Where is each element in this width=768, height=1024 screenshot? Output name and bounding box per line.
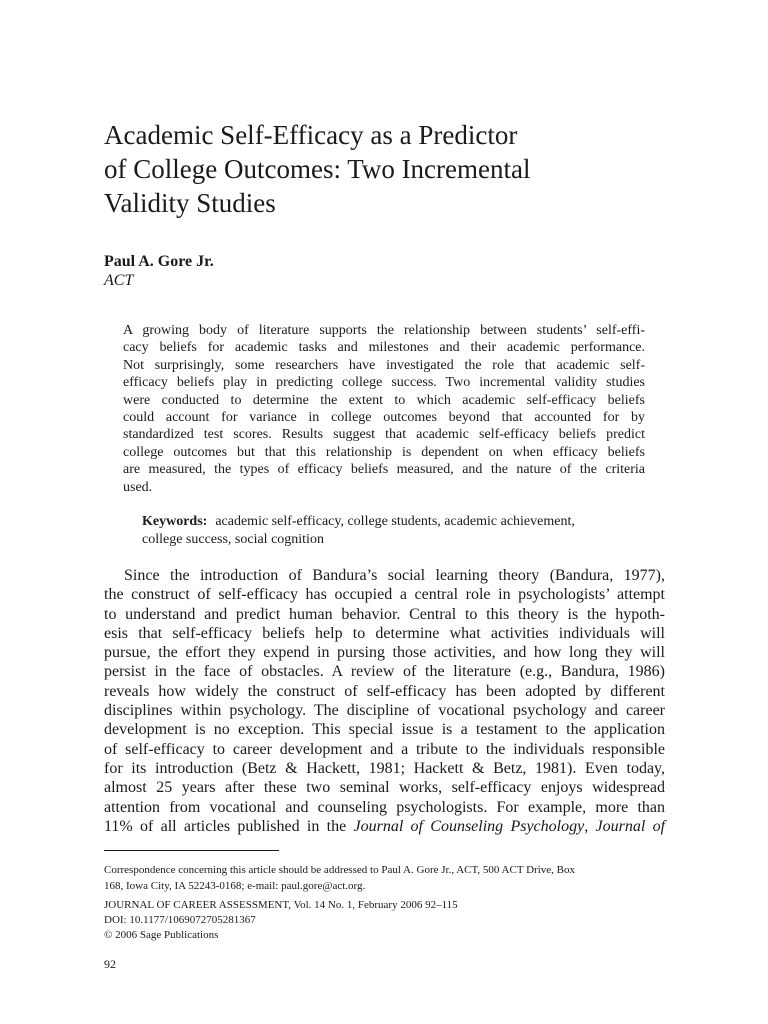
- title-line: Academic Self-Efficacy as a Predictor: [104, 120, 518, 150]
- body-line: persist in the face of obstacles. A review of the literature (e.g., Bandura, 1986): [104, 663, 665, 681]
- journal-copyright: © 2006 Sage Publications: [104, 929, 219, 941]
- body-line: the construct of self-efficacy has occupied a central role in psychologists’ attempt: [104, 586, 665, 604]
- body-line: disciplines within psychology. The discipline of vocational psychology and career: [104, 702, 665, 720]
- title-line: Validity Studies: [104, 188, 276, 218]
- journal-doi: DOI: 10.1177/1069072705281367: [104, 914, 256, 926]
- journal-name-italic: Journal of Counseling Psychology: [353, 817, 585, 835]
- abstract-line: efficacy beliefs play in predicting college success. Two incremental validity studies: [123, 375, 645, 391]
- author-name: Paul A. Gore Jr.: [104, 253, 214, 270]
- abstract-line: cacy beliefs for academic tasks and milestones and their academic performance.: [123, 340, 645, 356]
- abstract-line: were conducted to determine the extent to which academic self-efficacy beliefs: [123, 392, 645, 408]
- body-line: attention from vocational and counseling psychologists. For example, more than: [104, 798, 665, 816]
- author-affiliation: ACT: [104, 272, 134, 289]
- journal-info: [104, 898, 664, 943]
- body-line: for its introduction (Betz & Hackett, 1981; Hackett & Betz, 1981). Even today,: [104, 759, 665, 777]
- abstract-line: standardized test scores. Results suggest that academic self-efficacy beliefs predict: [123, 427, 645, 443]
- body-line: almost 25 years after these two seminal works, self-efficacy enjoys widespread: [104, 779, 665, 797]
- keywords-line: [142, 513, 642, 531]
- abstract-line: are measured, the types of efficacy beliefs measured, and the nature of the criteria: [123, 462, 645, 478]
- footnote-line: 168, Iowa City, IA 52243-0168; e-mail: paul.gore@act.org.: [104, 880, 366, 892]
- page-number: 92: [104, 957, 116, 971]
- body-line: pursue, the effort they expend in pursing those activities, and how long they will: [104, 644, 665, 662]
- journal-name-italic: Journal of: [595, 817, 666, 835]
- footnote-line: Correspondence concerning this article should be addressed to Paul A. Gore Jr., ACT, 500 ACT Drive, Box: [104, 864, 575, 876]
- body-line: of self-efficacy to career development and a tribute to the individuals responsible: [104, 740, 665, 758]
- body-line: development is no exception. This special issue is a testament to the application: [104, 721, 665, 739]
- body-line: esis that self-efficacy beliefs help to determine what activities individuals will: [104, 624, 665, 642]
- body-line: reveals how widely the construct of self-efficacy has been adopted by different: [104, 682, 665, 700]
- correspondence-footnote: [104, 862, 664, 894]
- abstract-line: A growing body of literature supports the relationship between students’ self-effi-: [123, 323, 645, 338]
- body-paragraph: [104, 566, 665, 836]
- abstract-line: used.: [123, 479, 153, 495]
- keywords-label: Keywords:: [142, 514, 208, 529]
- body-line: Since the introduction of Bandura’s social learning theory (Bandura, 1977),: [124, 567, 665, 584]
- journal-citation: JOURNAL OF CAREER ASSESSMENT, Vol. 14 No. 1, February 2006 92–115: [104, 899, 458, 911]
- abstract-line: could account for variance in college outcomes beyond that accounted for by: [123, 410, 645, 426]
- body-text-run: 11% of all articles published in the: [104, 817, 354, 835]
- body-text-run: ,: [584, 817, 596, 835]
- abstract: [123, 322, 645, 496]
- keywords: [142, 513, 642, 549]
- title-line: of College Outcomes: Two Incremental: [104, 154, 531, 184]
- body-line: [104, 817, 665, 836]
- footnote-rule: [104, 850, 279, 851]
- abstract-line: Not surprisingly, some researchers have investigated the role that academic self-: [123, 357, 645, 373]
- article-title: [104, 118, 664, 220]
- body-line: to understand and predict human behavior. Central to this theory is the hypoth-: [104, 605, 665, 623]
- keywords-text: college success, social cognition: [142, 532, 324, 547]
- keywords-text: academic self-efficacy, college students, academic achievement,: [215, 514, 575, 529]
- abstract-line: college outcomes but that this relationship is dependent on when efficacy beliefs: [123, 444, 645, 460]
